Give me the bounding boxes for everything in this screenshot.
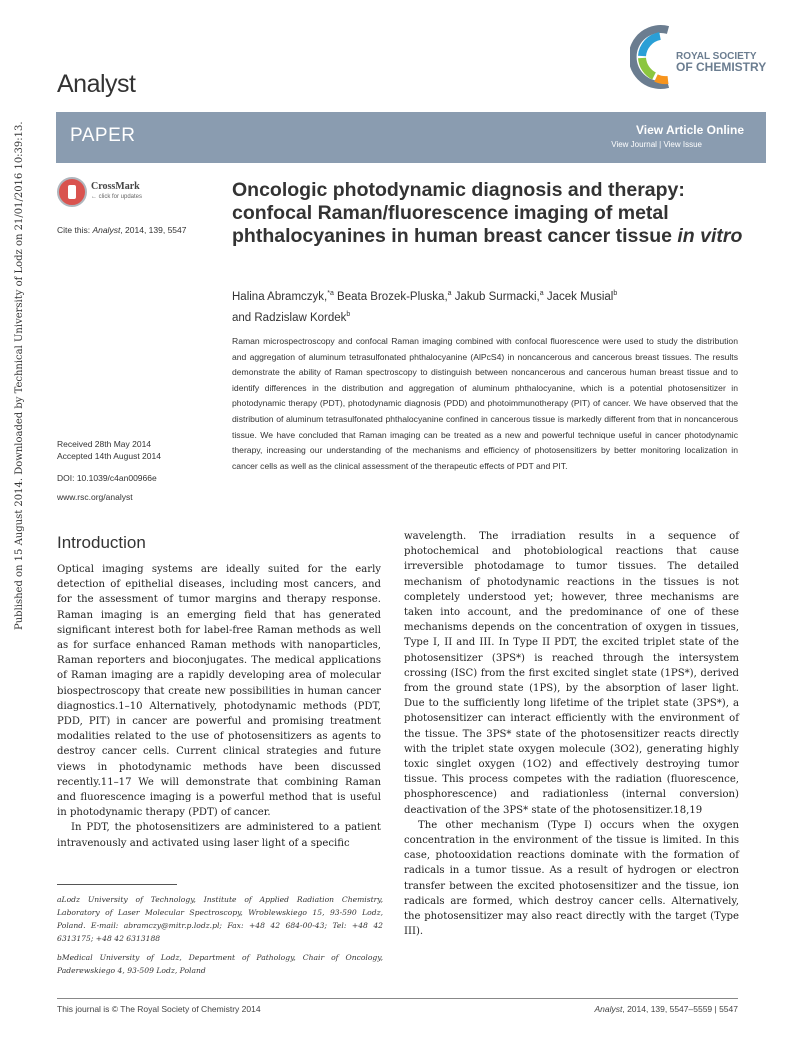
paragraph: wavelength. The irradiation results in a sequence of photochemical and photobiological reactions that cause irreversible photodamage to tumor tissues. The detailed mechanism of photodynamic reactions in the tissues is not completely understood yet; however, three mechanisms are taken into account, and the predominance of one of these mechanisms depends on the concentration of oxygen in tissues, Type I, II and III. In Type II PDT, the excited triplet state of the photosensitizer (3PS*) is reached through the intersystem crossing (ISC) from the first excited singlet state (1PS*), derived from the ground state (1PS), by the absorption of laser light. Due to the sufficiently long lifetime of the triplet state (3PS*), a photosensitizer can interact efficiently with the environment of the tissue. The 3PS* state of the photosensitizer reacts directly with the triplet state oxygen molecule (3O2), generating highly toxic singlet oxygen (1O2) and effectively destroying tumor tissue. This process competes with the radiation (fluorescence, phosphorescence) and radiationless (internal conversion) deactivation of the 3PS* state of the photosensitizer.18,19 <box>404 531 739 816</box>
author-affil: b <box>346 310 351 318</box>
view-journal-link[interactable]: View Journal <box>611 140 657 149</box>
cite-prefix: Cite this: <box>57 225 93 235</box>
footnotes <box>57 893 383 983</box>
publisher-line1: ROYAL SOCIETY <box>676 51 757 62</box>
author-name[interactable]: Halina Abramczyk, <box>232 290 328 303</box>
cite-journal: Analyst <box>92 225 121 235</box>
link-separator: | <box>656 140 664 149</box>
footnote-divider <box>57 884 177 885</box>
cite-details: , 2014, 139, 5547 <box>120 225 187 235</box>
title-main: Oncologic photodynamic diagnosis and therapy: confocal Raman/fluorescence imaging of metal phthalocyanines in human breast cancer tissue <box>232 179 685 247</box>
author-affil: a <box>539 290 544 297</box>
author-name[interactable]: and Radzislaw Kordek <box>232 311 347 324</box>
article-title <box>232 179 752 248</box>
crossmark-icon <box>57 177 87 207</box>
author-affil: a <box>447 290 452 297</box>
download-stamp <box>2 121 25 630</box>
body-column-left <box>57 562 381 851</box>
journal-name: Analyst <box>57 70 136 98</box>
doi[interactable]: DOI: 10.1039/c4an00966e <box>57 473 157 483</box>
journal-url[interactable]: www.rsc.org/analyst <box>57 492 133 502</box>
crossmark-button[interactable] <box>57 177 147 209</box>
received-date: Received 28th May 2014 <box>57 439 152 449</box>
paragraph: The other mechanism (Type I) occurs when the oxygen concentration in the environment of the tissue is limited. In this case, photooxidation reactions dominate with the formation of radicals in a tumor tissue. As a result of hydrogen or electron transfer between the excited photosensitizer and the tissue, ion radicals are formed, which destroy cancer cells. Alternatively, the photosensitizer may also react directly with the target (Type III). <box>404 819 739 938</box>
author-name[interactable]: Beata Brozek-Pluska, <box>333 290 448 303</box>
publisher-line2: OF CHEMISTRY <box>676 60 767 74</box>
footer-journal: Analyst <box>594 1004 623 1014</box>
view-issue-link[interactable]: View Issue <box>663 140 702 149</box>
crossmark-title: CrossMark <box>91 181 140 192</box>
publisher-name <box>676 52 766 72</box>
footer-divider <box>57 998 738 999</box>
author-affil: b <box>613 290 618 297</box>
paragraph: In PDT, the photosensitizers are administered to a patient intravenously and activated using laser light of a specific <box>57 822 381 849</box>
footer-pages: , 2014, 139, 5547–5559 | 5547 <box>622 1004 738 1014</box>
download-stamp-text: Published on 15 August 2014. Downloaded by Technical University of Lodz on 21/01/2016 10:39:13. <box>14 121 25 630</box>
journal-links <box>611 140 702 149</box>
author-name[interactable]: Jakub Surmacki, <box>451 290 540 303</box>
footnote-b: bMedical University of Lodz, Department of Pathology, Chair of Oncology, Paderewskiego 4, 93-509 Lodz, Poland <box>57 953 383 975</box>
accepted-date: Accepted 14th August 2014 <box>57 451 161 461</box>
citation <box>57 225 186 235</box>
author-affil: *a <box>327 290 334 297</box>
crossmark-subtitle: ← click for updates <box>91 194 143 200</box>
author-list <box>232 285 712 327</box>
paragraph: Optical imaging systems are ideally suited for the early detection of epithelial diseases, including most cancers, and for the assessment of tumor margins and therapy response. Raman imaging is an emerging field that has generated significant interest both for label-free Raman methods as well as for surface enhanced Raman methods with nanoparticles, Raman reporters and bioconjugates. The medical applications of Raman imaging are a rapidly developing area of molecular biospectroscopy that create new possibilities in human cancer diagnostics.1–10 Alternatively, photodynamic methods (PDT, PDD, PIT) in cancer are powerful and promising treatment modalities related to the use of photosensitizers as agents to destroy cancer cells. Current clinical strategies and future views in photodynamic methods have been discussed recently.11–17 We will demonstrate that combining Raman and fluorescence imaging is a powerful method that is useful in photodynamic therapy (PDT) of cancer. <box>57 564 381 819</box>
article-type-label: PAPER <box>70 125 136 146</box>
footer-copyright: This journal is © The Royal Society of Chemistry 2014 <box>57 1004 261 1014</box>
article-dates <box>57 438 161 462</box>
body-column-right <box>404 529 739 939</box>
footer-page-info <box>594 1004 738 1014</box>
title-italic: in vitro <box>677 225 743 247</box>
article-type-banner <box>56 112 766 163</box>
abstract: Raman microspectroscopy and confocal Raman imaging combined with confocal fluorescence were used to study the distribution and aggregation of aluminum tetrasulfonated phthalocyanine (AlPcS4) in noncancerous and cancerous breast tissues. The results demonstrate the ability of Raman spectroscopy to distinguish between noncancerous and cancerous human breast tissue and to identify differences in the distribution and aggregation of aluminum phthalocyanine, which is a potential photosensitizer in photodynamic therapy (PDT), photodynamic diagnosis (PDD) and photoimmunotherapy (PIT) of cancer. We have observed that the distribution of aluminum tetrasulfonated phthalocyanine confined in cancerous tissue is markedly different from that in noncancerous tissue. We have concluded that Raman imaging can be treated as a new and powerful technique useful in cancer photodynamic therapy, increasing our understanding of the mechanisms and efficiency of photosensitizers by better monitoring localization in cancer cells as well as the clinical assessment of the therapeutic effects of PDT and PIT. <box>232 336 738 471</box>
author-name[interactable]: Jacek Musial <box>543 290 614 303</box>
footnote-a: aLodz University of Technology, Institute of Applied Radiation Chemistry, Laboratory of Laser Molecular Spectroscopy, Wroblewskiego 15, 93-590 Lodz, Poland. E-mail: abramczy@mitr.p.lodz.pl; Fax: +48 42 684-00-43; Tel: +48 42 6313175; +48 42 6313188 <box>57 895 383 943</box>
section-heading-introduction: Introduction <box>57 533 146 552</box>
view-article-online-link[interactable]: View Article Online <box>635 123 744 137</box>
